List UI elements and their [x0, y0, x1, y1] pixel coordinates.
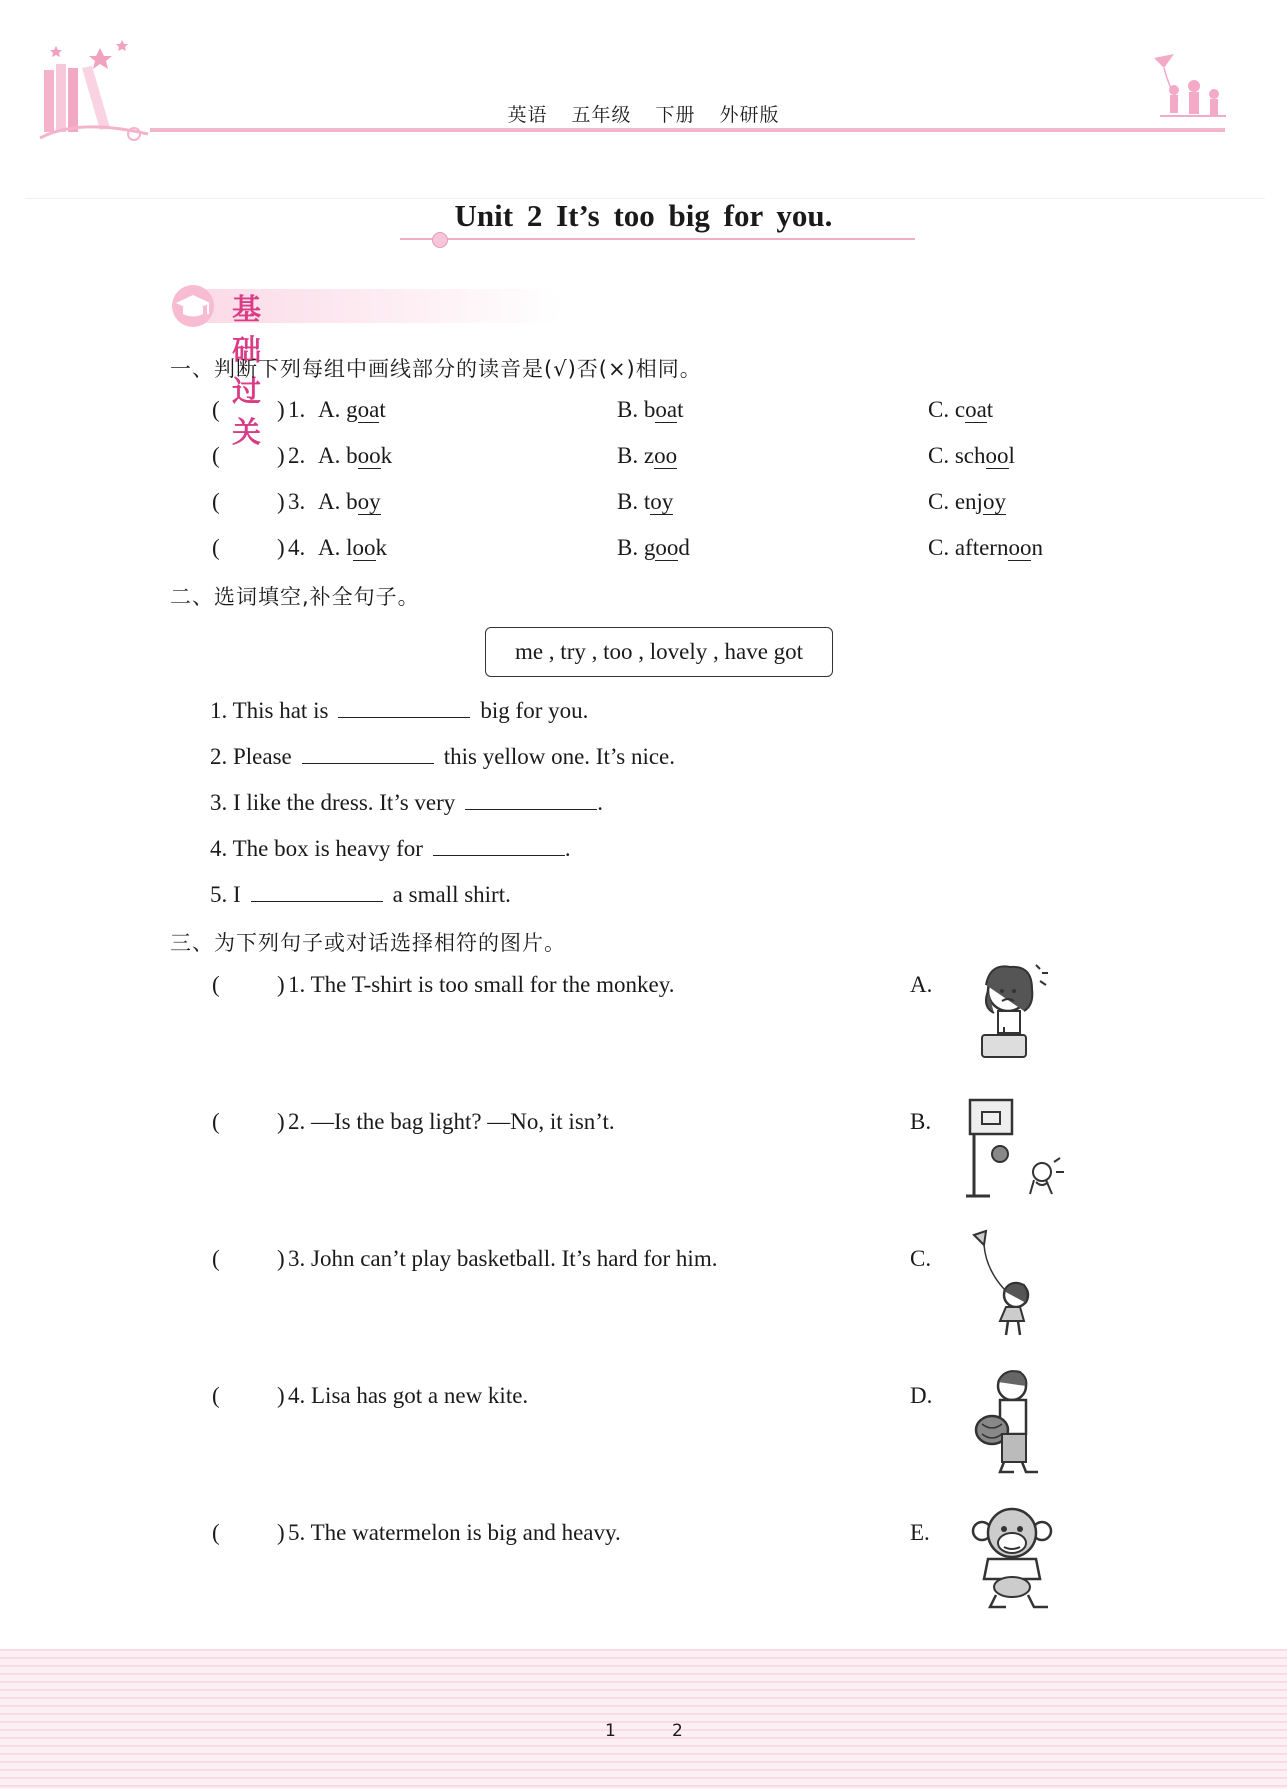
underlined-letters: oo [655, 535, 679, 560]
q3-option-letter: A. [910, 972, 933, 997]
q3-option-letter: C. [910, 1246, 932, 1271]
footer-stripes [0, 1649, 1287, 1789]
kids-kite-icon [1150, 50, 1230, 130]
header-edition: 外研版 [719, 104, 780, 126]
answer-paren-open: ( [212, 443, 220, 468]
page-number-left: 1 [605, 1721, 616, 1741]
answer-paren-close: ) [277, 489, 285, 514]
sentence-text: . [564, 836, 571, 861]
option-text: n [1031, 535, 1043, 560]
basketball-hoop-icon [960, 1092, 1070, 1202]
section-banner-label: 基础过关 [232, 292, 263, 449]
q3-item-text: 2. —Is the bag light? —No, it isn’t. [288, 1109, 615, 1134]
q1-row [0, 489, 1287, 519]
option-text: A. b [318, 443, 358, 468]
answer-blank[interactable] [302, 743, 434, 764]
girl-with-heavy-bag-icon [960, 955, 1070, 1065]
q3-item-text: 4. Lisa has got a new kite. [288, 1383, 529, 1408]
sentence-text: this yellow one. It’s nice. [443, 744, 676, 769]
q1-heading: 一、判断下列每组中画线部分的读音是(√)否(×)相同。 [170, 357, 702, 381]
q3-item-text: 1. The T-shirt is too small for the monkey. [288, 972, 675, 997]
underlined-letters: oo [985, 443, 1009, 468]
q1-row-number: 1. [288, 397, 306, 422]
underlined-letters: oa [965, 397, 987, 422]
q3-item [0, 1383, 1287, 1413]
sentence-text: a small shirt. [392, 882, 511, 907]
q1-row-number: 2. [288, 443, 306, 468]
fill-sentence [210, 835, 571, 862]
answer-paren-close: ) [277, 1246, 285, 1271]
title-dot-icon [432, 232, 448, 248]
q1-option-b [617, 443, 677, 469]
underlined-letters: oy [357, 489, 381, 514]
underlined-letters: oy [982, 489, 1006, 514]
title-underline [400, 238, 915, 240]
girl-with-kite-icon [960, 1229, 1070, 1339]
answer-paren-open: ( [212, 1109, 220, 1134]
option-text: B. b [617, 397, 656, 422]
underlined-letters: oy [650, 489, 674, 514]
answer-paren-close: ) [277, 535, 285, 560]
q1-row-number: 4. [288, 535, 306, 560]
q1-option-b [617, 397, 683, 423]
option-text: l [1008, 443, 1015, 468]
monkey-small-tshirt-icon [960, 1503, 1070, 1613]
sentence-text: 2. Please [210, 744, 292, 769]
q3-item-text: 3. John can’t play basketball. It’s hard for him. [288, 1246, 718, 1271]
q1-option-c [928, 443, 1015, 469]
option-text: B. z [617, 443, 655, 468]
header-grade: 五年级 [571, 104, 632, 126]
option-text: k [375, 535, 387, 560]
underlined-letters: oa [655, 397, 678, 422]
q3-option-letter: E. [910, 1520, 930, 1545]
option-text: B. g [617, 535, 656, 560]
underlined-letters: oo [357, 443, 381, 468]
sentence-text: 3. I like the dress. It’s very [210, 790, 456, 815]
q1-row [0, 443, 1287, 473]
option-text: t [986, 397, 994, 422]
answer-paren-open: ( [212, 535, 220, 560]
answer-paren-open: ( [212, 1520, 220, 1545]
answer-paren-close: ) [277, 1520, 285, 1545]
sentence-text: 5. I [210, 882, 241, 907]
unit-title: Unit 2 It’s too big for you. [454, 198, 833, 233]
header-volume: 下册 [655, 104, 696, 126]
q1-option-c [928, 535, 1043, 561]
fill-sentence [210, 697, 588, 724]
q1-row [0, 535, 1287, 565]
q3-item [0, 1520, 1287, 1550]
q3-item [0, 972, 1287, 1002]
option-text: k [380, 443, 393, 468]
q1-option-c [928, 489, 1006, 515]
q3-heading: 三、为下列句子或对话选择相符的图片。 [170, 931, 566, 955]
fill-sentence [210, 789, 603, 816]
sentence-text: 1. This hat is [210, 698, 329, 723]
answer-paren-close: ) [277, 443, 285, 468]
q1-option-b [617, 535, 690, 561]
q3-option-letter: B. [910, 1109, 932, 1134]
q1-option-a [318, 489, 381, 515]
option-text: A. g [318, 397, 358, 422]
option-text: C. enj [928, 489, 983, 514]
q1-option-a [318, 535, 387, 561]
option-text: d [678, 535, 690, 560]
word-bank-box: me , try , too , lovely , have got [485, 627, 833, 677]
q3-item [0, 1109, 1287, 1139]
header [0, 100, 1287, 127]
answer-paren-close: ) [277, 1109, 285, 1134]
option-text: C. sch [928, 443, 986, 468]
option-text: C. aftern [928, 535, 1009, 560]
underlined-letters: oo [1008, 535, 1032, 560]
q1-option-a [318, 443, 392, 469]
answer-blank[interactable] [433, 835, 565, 856]
option-text: B. t [617, 489, 651, 514]
q1-option-c [928, 397, 993, 423]
header-subject: 英语 [507, 104, 548, 126]
answer-blank[interactable] [465, 789, 597, 810]
sentence-text: big for you. [480, 698, 589, 723]
underlined-letters: oa [357, 397, 380, 422]
answer-paren-close: ) [277, 397, 285, 422]
fill-sentence [210, 881, 511, 908]
q1-option-b [617, 489, 673, 515]
option-text: t [677, 397, 684, 422]
answer-paren-open: ( [212, 397, 220, 422]
q1-row-number: 3. [288, 489, 306, 514]
q1-option-a [318, 397, 386, 423]
option-text: t [379, 397, 386, 422]
graduation-cap-icon [170, 283, 216, 329]
header-divider [150, 128, 1225, 132]
sentence-text: 4. The box is heavy for [210, 836, 423, 861]
answer-paren-open: ( [212, 1246, 220, 1271]
answer-paren-close: ) [277, 1383, 285, 1408]
underlined-letters: oo [352, 535, 376, 560]
underlined-letters: oo [654, 443, 678, 468]
option-text: C. c [928, 397, 966, 422]
option-text: A. b [318, 489, 358, 514]
option-text: A. l [318, 535, 353, 560]
q2-heading: 二、选词填空,补全句子。 [170, 585, 420, 609]
books-logo-icon [38, 38, 158, 148]
q3-item-text: 5. The watermelon is big and heavy. [288, 1520, 621, 1545]
q3-option-letter: D. [910, 1383, 933, 1408]
answer-paren-open: ( [212, 972, 220, 997]
q3-item [0, 1246, 1287, 1276]
page-number-right: 2 [672, 1721, 683, 1741]
answer-paren-open: ( [212, 489, 220, 514]
answer-blank[interactable] [338, 697, 470, 718]
answer-paren-close: ) [277, 972, 285, 997]
boy-with-watermelon-icon [960, 1366, 1070, 1476]
answer-blank[interactable] [251, 881, 383, 902]
answer-paren-open: ( [212, 1383, 220, 1408]
fill-sentence [210, 743, 675, 770]
sentence-text: . [597, 790, 604, 815]
q1-row [0, 397, 1287, 427]
